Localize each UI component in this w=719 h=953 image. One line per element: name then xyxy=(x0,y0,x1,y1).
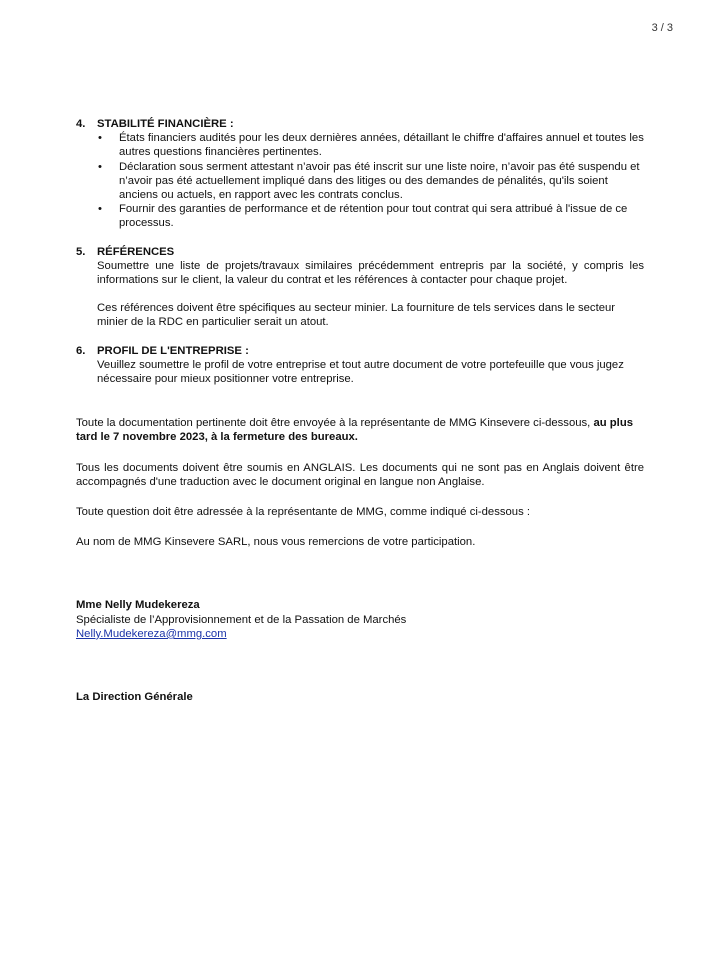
section-title: STABILITÉ FINANCIÈRE : xyxy=(97,118,234,130)
closing-signature: La Direction Générale xyxy=(76,691,193,704)
submission-paragraph xyxy=(76,416,644,444)
section-financial-stability xyxy=(76,117,644,231)
list-item xyxy=(97,202,644,230)
section-title: RÉFÉRENCES xyxy=(97,245,175,258)
list-item-text: Déclaration sous serment attestant n’avoir pas été inscrit sur une liste noire, n’avoir pas été suspendu et n’avoir pas été actuellement impliqué dans des litiges ou des demandes de pénalités, qu'ils soient anciens ou actuels, en rapport avec les contrats conclus. xyxy=(119,160,640,202)
section-paragraph: Ces références doivent être spécifiques au secteur minier. La fourniture de tels services dans le secteur minier de la RDC en particulier serait un atout. xyxy=(97,302,616,329)
section-number: 5. xyxy=(76,245,86,258)
section-paragraph: Veuillez soumettre le profil de votre entreprise et tout autre document de votre portefeuille que vous jugez nécessaire pour mieux positionner votre entreprise. xyxy=(97,358,624,386)
signatory-name: Mme Nelly Mudekereza xyxy=(76,599,200,612)
section-number: 4. xyxy=(76,118,86,130)
signatory-role: Spécialiste de l’Approvisionnement et de la Passation de Marchés xyxy=(76,613,407,626)
document-body xyxy=(76,117,644,704)
deadline-text: au plus tard le 7 novembre 2023, à la fermeture des bureaux. xyxy=(76,417,633,444)
list-item-text: Fournir des garanties de performance et de rétention pour tout contrat qui sera attribué à l'issue de ce processus. xyxy=(119,203,628,230)
section-references xyxy=(76,245,644,330)
bullet-icon: • xyxy=(98,203,102,216)
section-company-profile xyxy=(76,344,644,387)
bullet-icon: • xyxy=(98,160,102,173)
section-title: PROFIL DE L'ENTREPRISE : xyxy=(97,344,249,357)
questions-paragraph: Toute question doit être adressée à la représentante de MMG, comme indiqué ci-dessous : xyxy=(76,506,531,519)
bullet-list xyxy=(97,131,644,230)
list-item-text: États financiers audités pour les deux dernières années, détaillant le chiffre d'affaires annuel et toutes les autres questions financières pertinentes. xyxy=(119,132,644,159)
list-item xyxy=(97,131,644,159)
section-number: 6. xyxy=(76,344,86,357)
submission-text: Toute la documentation pertinente doit être envoyée à la représentante de MMG Kinsevere ci-dessous, xyxy=(76,417,594,430)
page-number: 3 / 3 xyxy=(651,22,673,34)
language-paragraph: Tous les documents doivent être soumis en ANGLAIS. Les documents qui ne sont pas en Anglais doivent être accompagnés d'une traduction avec le document original en langue non Anglaise. xyxy=(76,461,644,488)
email-link[interactable]: Nelly.Mudekereza@mmg.com xyxy=(76,627,227,640)
section-paragraph: Soumettre une liste de projets/travaux similaires précédemment entrepris par la société, y compris les informations sur le client, la valeur du contrat et les références à contacter pour chaque projet. xyxy=(97,259,644,287)
list-item xyxy=(97,160,644,203)
bullet-icon: • xyxy=(98,132,102,145)
thanks-paragraph: Au nom de MMG Kinsevere SARL, nous vous remercions de votre participation. xyxy=(76,536,476,549)
signature-block xyxy=(76,598,644,641)
